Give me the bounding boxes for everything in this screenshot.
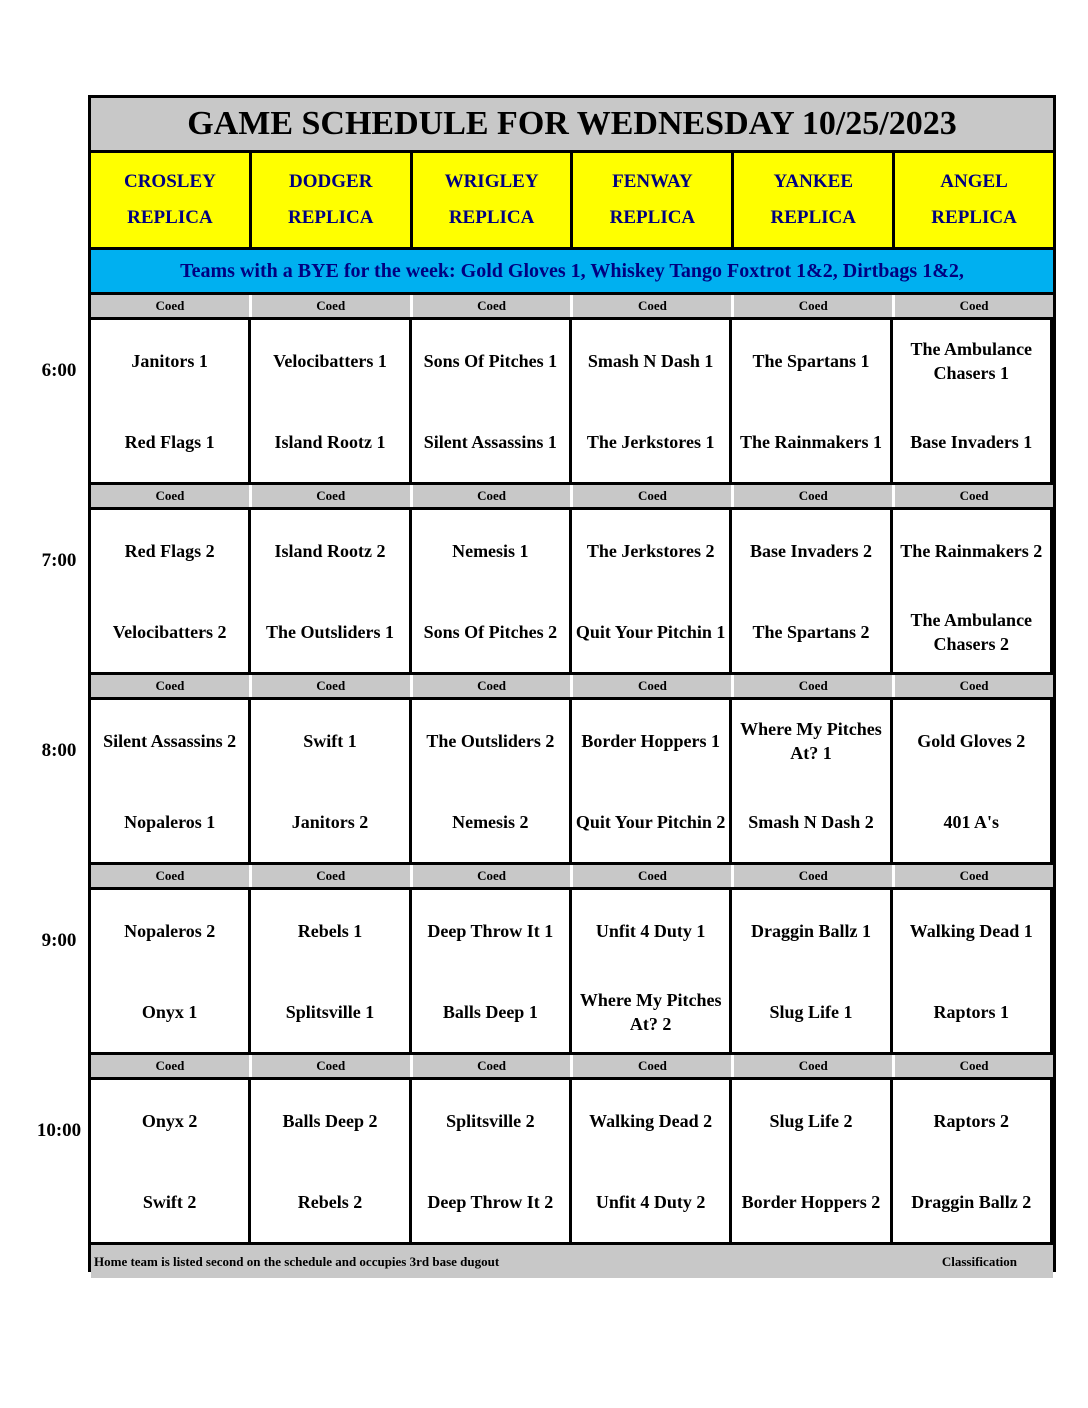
classification-label: Coed	[413, 485, 571, 507]
game-cell	[893, 890, 1053, 1052]
classification-label: Coed	[895, 295, 1053, 317]
away-team: Janitors 1	[131, 350, 208, 371]
home-team: Nopaleros 1	[124, 811, 216, 832]
schedule-table	[36, 95, 1056, 1272]
away-team: Walking Dead 2	[589, 1110, 713, 1131]
time-label: 9:00	[41, 930, 77, 951]
classification-label: Coed	[895, 865, 1053, 887]
game-cell	[893, 320, 1053, 482]
field-header-row	[91, 153, 1053, 250]
bye-banner: Teams with a BYE for the week: Gold Gloves 1, Whiskey Tango Foxtrot 1&2, Dirtbags 1&2,	[91, 250, 1053, 295]
field-sub: REPLICA	[931, 207, 1017, 228]
home-team: Deep Throw It 2	[427, 1191, 554, 1212]
home-team: Rebels 2	[297, 1191, 363, 1212]
home-team: The Outsliders 1	[265, 621, 394, 642]
game-cell	[572, 700, 732, 862]
games-row	[41, 320, 1053, 485]
home-team: Silent Assassins 1	[423, 431, 557, 452]
game-cell	[412, 1080, 572, 1242]
away-team: Velocibatters 1	[273, 350, 387, 371]
away-team: Deep Throw It 1	[427, 920, 554, 941]
away-team: Base Invaders 2	[749, 540, 872, 561]
game-cell	[91, 700, 251, 862]
away-team: Border Hoppers 1	[581, 730, 720, 751]
away-team: Where My Pitches At? 1	[740, 718, 882, 763]
footer	[91, 1245, 1053, 1278]
game-cell	[572, 1080, 732, 1242]
classification-label: Coed	[573, 675, 731, 697]
home-team: Quit Your Pitchin 2	[575, 811, 726, 832]
away-team: Balls Deep 2	[282, 1110, 378, 1131]
classification-row	[91, 865, 1053, 890]
classification-label: Coed	[734, 865, 892, 887]
home-team: Janitors 2	[291, 811, 369, 832]
game-cell	[893, 510, 1053, 672]
classification-label: Coed	[734, 675, 892, 697]
field-header	[413, 153, 574, 247]
game-cell	[91, 320, 251, 482]
footer-note: Home team is listed second on the schedule and occupies 3rd base dugout	[94, 1253, 500, 1269]
home-team: Unfit 4 Duty 2	[595, 1191, 706, 1212]
page-title: GAME SCHEDULE FOR WEDNESDAY 10/25/2023	[91, 98, 1053, 153]
away-team: Raptors 2	[933, 1110, 1010, 1131]
game-cell	[91, 890, 251, 1052]
away-team: Nopaleros 2	[124, 920, 216, 941]
home-team: The Ambulance Chasers 2	[910, 609, 1033, 654]
games-row	[41, 510, 1053, 675]
game-cell	[251, 890, 411, 1052]
away-team: Unfit 4 Duty 1	[595, 920, 706, 941]
classification-label: Coed	[252, 675, 410, 697]
home-team: Sons Of Pitches 2	[423, 621, 558, 642]
field-name: WRIGLEY	[444, 171, 539, 192]
field-header	[252, 153, 413, 247]
games-row	[36, 1080, 1053, 1245]
field-header	[895, 153, 1053, 247]
field-name: DODGER	[289, 171, 373, 192]
games-row	[41, 700, 1053, 865]
game-cell	[91, 510, 251, 672]
classification-label: Coed	[734, 1055, 892, 1077]
game-cell	[412, 510, 572, 672]
away-team: Draggin Ballz 1	[750, 920, 871, 941]
away-team: Smash N Dash 1	[587, 350, 714, 371]
away-team: The Rainmakers 2	[900, 540, 1043, 561]
classification-row	[91, 1055, 1053, 1080]
game-cell	[893, 700, 1053, 862]
classification-label: Coed	[91, 675, 249, 697]
away-team: Island Rootz 2	[274, 540, 386, 561]
time-slot-block	[41, 295, 1053, 485]
game-cell	[412, 700, 572, 862]
footer-legend: Classification	[941, 1253, 1017, 1269]
classification-label: Coed	[413, 865, 571, 887]
field-header	[91, 153, 252, 247]
field-sub: REPLICA	[609, 207, 696, 228]
game-cell	[893, 1080, 1053, 1242]
classification-label: Coed	[413, 295, 571, 317]
classification-label: Coed	[91, 485, 249, 507]
field-name: FENWAY	[612, 171, 693, 192]
time-slot-block	[36, 1055, 1053, 1245]
game-cell	[412, 320, 572, 482]
home-team: Nemesis 2	[452, 811, 529, 832]
away-team: Splitsville 2	[446, 1110, 535, 1131]
field-name: ANGEL	[940, 171, 1008, 192]
time-label: 7:00	[41, 550, 77, 571]
games-row	[41, 890, 1053, 1055]
classification-label: Coed	[252, 865, 410, 887]
classification-label: Coed	[91, 1055, 249, 1077]
game-cell	[572, 320, 732, 482]
classification-label: Coed	[573, 485, 731, 507]
game-cell	[732, 890, 892, 1052]
classification-label: Coed	[895, 1055, 1053, 1077]
away-team: Onyx 2	[141, 1110, 198, 1131]
game-cell	[732, 1080, 892, 1242]
away-team: Sons Of Pitches 1	[423, 350, 558, 371]
home-team: Slug Life 1	[769, 1001, 853, 1022]
game-cell	[251, 510, 411, 672]
home-team: Island Rootz 1	[274, 431, 386, 452]
home-team: Swift 2	[142, 1191, 197, 1212]
classification-label: Coed	[573, 1055, 731, 1077]
classification-label: Coed	[895, 485, 1053, 507]
field-name: CROSLEY	[123, 171, 216, 192]
home-team: Red Flags 1	[124, 431, 215, 452]
away-team: Rebels 1	[297, 920, 363, 941]
classification-label: Coed	[91, 295, 249, 317]
time-slot-block	[41, 675, 1053, 865]
away-team: The Outsliders 2	[426, 730, 555, 751]
field-sub: REPLICA	[448, 207, 535, 228]
home-team: Border Hoppers 2	[741, 1191, 881, 1212]
game-cell	[732, 700, 892, 862]
classification-label: Coed	[91, 865, 249, 887]
away-team: Gold Gloves 2	[917, 730, 1026, 751]
classification-row	[91, 295, 1053, 320]
game-cell	[91, 1080, 251, 1242]
home-team: Where My Pitches At? 2	[579, 989, 722, 1034]
away-team: Red Flags 2	[124, 540, 215, 561]
home-team: The Spartans 2	[752, 621, 870, 642]
home-team: Quit Your Pitchin 1	[575, 621, 726, 642]
away-team: Silent Assassins 2	[103, 730, 237, 751]
classification-label: Coed	[734, 485, 892, 507]
time-slot-block	[41, 865, 1053, 1055]
away-team: Nemesis 1	[452, 540, 529, 561]
classification-label: Coed	[734, 295, 892, 317]
time-label: 8:00	[41, 740, 77, 761]
field-sub: REPLICA	[287, 207, 374, 228]
classification-label: Coed	[573, 865, 731, 887]
game-cell	[412, 890, 572, 1052]
home-team: Onyx 1	[141, 1001, 198, 1022]
home-team: Velocibatters 2	[112, 621, 227, 642]
away-team: The Ambulance Chasers 1	[910, 338, 1033, 383]
away-team: Swift 1	[303, 730, 357, 751]
game-cell	[572, 510, 732, 672]
time-slots	[36, 295, 1053, 1245]
classification-label: Coed	[252, 485, 410, 507]
field-header	[734, 153, 895, 247]
home-team: The Rainmakers 1	[739, 431, 882, 452]
away-team: Walking Dead 1	[909, 920, 1033, 941]
time-slot-block	[41, 485, 1053, 675]
away-team: The Jerkstores 2	[586, 540, 715, 561]
home-team: Draggin Ballz 2	[911, 1191, 1032, 1212]
time-label: 6:00	[41, 360, 77, 381]
classification-label: Coed	[573, 295, 731, 317]
field-name: YANKEE	[773, 171, 853, 192]
home-team: Splitsville 1	[285, 1001, 375, 1022]
classification-label: Coed	[895, 675, 1053, 697]
game-cell	[251, 700, 411, 862]
away-team: The Spartans 1	[752, 350, 870, 371]
classification-label: Coed	[413, 675, 571, 697]
field-header	[573, 153, 734, 247]
classification-row	[91, 675, 1053, 700]
home-team: The Jerkstores 1	[586, 431, 715, 452]
game-cell	[251, 320, 411, 482]
classification-label: Coed	[252, 295, 410, 317]
home-team: Smash N Dash 2	[748, 811, 874, 832]
field-sub: REPLICA	[127, 207, 213, 228]
home-team: Base Invaders 1	[910, 431, 1033, 452]
away-team: Slug Life 2	[769, 1110, 853, 1131]
time-label: 10:00	[36, 1120, 82, 1141]
game-cell	[251, 1080, 411, 1242]
home-team: Raptors 1	[933, 1001, 1010, 1022]
home-team: 401 A's	[943, 811, 1000, 832]
classification-label: Coed	[413, 1055, 571, 1077]
classification-label: Coed	[252, 1055, 410, 1077]
home-team: Balls Deep 1	[442, 1001, 538, 1022]
field-sub: REPLICA	[770, 207, 856, 228]
game-cell	[732, 320, 892, 482]
game-cell	[732, 510, 892, 672]
classification-row	[91, 485, 1053, 510]
game-cell	[572, 890, 732, 1052]
